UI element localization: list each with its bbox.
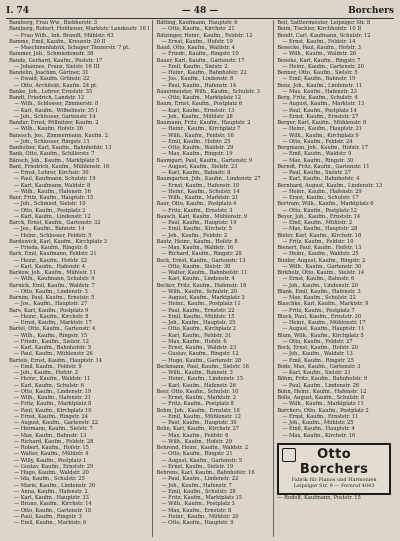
- directory-entry: — Paul, Kaufm., Postplatz 14: [282, 107, 357, 114]
- directory-entry: — Heinr., Kaufm., Kirchplatz 7: [161, 126, 241, 133]
- directory-entry: — Karl, Kaufm., Bahnstr. 8: [161, 170, 231, 176]
- directory-entry: Behrens, Karl, Kaufm., Bahnhofstr. 16: [156, 470, 255, 476]
- directory-entry: — August, Kaufm., Gartenstr. 22: [14, 420, 98, 426]
- directory-entry: — Karl, Kaufm., Feldstr. 31: [161, 332, 232, 339]
- directory-entry: Bark, Emil, Kaufmann, Feldstr. 21: [9, 251, 97, 258]
- directory-entry: — Max, Kaufm., Kirchstr. 16: [282, 432, 356, 439]
- directory-entry: Bartel, Otto, Kaufm., Gartenstr. 4: [9, 326, 96, 333]
- directory-entry: Baer, Fritz, Kaufm., Hauptstr. 15: [9, 195, 94, 201]
- directory-entry: Bant, Friedrich, Kaufm., Mühlenstr. 16: [9, 163, 110, 170]
- directory-entry: — Ernst, Kaufm., Bahnstr. 6: [282, 276, 355, 283]
- directory-entry: Bamme, Emil, Kaufm., Kreuzstr. 20 II: [9, 38, 106, 45]
- directory-entry: — Joh., Schlosser, Ringstr. 11: [14, 138, 90, 145]
- directory-entry: — Ernst, Kaufm., Marktstr. 17: [14, 320, 92, 326]
- directory-entry: Bendt, Carl, Kaufmann, Schulstr. 12: [277, 32, 371, 39]
- directory-entry: — Emil, Kaufm., Sielstr. 2: [161, 63, 228, 70]
- directory-entry: — Max, Kaufm., Bahnstr. 13: [14, 432, 87, 439]
- directory-entry: Beim, Tischler, Kirchhofstr. 10 II: [277, 26, 362, 33]
- directory-entry: — Heinr., Kaufm., Hauptstr. 21: [282, 126, 363, 133]
- directory-entry: Benner, Otto, Kaufm., Sielstr. 5: [277, 70, 358, 76]
- directory-entry: — Ernst, Kaufm., Ernststr. 27: [282, 113, 359, 120]
- directory-entry: — Ida, Kaufm., Schulstr. 25: [14, 476, 85, 483]
- directory-entry: Birkholz, Otto, Kaufm., Sielstr. 14: [277, 270, 365, 276]
- directory-entry: — Ernst, Kaufm., Hofstr. 19: [161, 38, 233, 45]
- directory-entry: — Wilh., Kaufm., Kirchplatz 9: [282, 132, 359, 139]
- directory-entry: — Heinr., Kaufm., Hafenstr. 29: [282, 188, 362, 195]
- directory-entry: Berger, Karl, Kaufm., Mühlenstr. 6: [277, 120, 367, 126]
- directory-entry: Bautz, Heinr., Kaufm., Hofstr. 8: [156, 238, 238, 245]
- directory-entry: Becker, Fritz, Kaufm., Hafenstr. 18: [156, 282, 247, 289]
- directory-entry: Bertram, Wilh., Kaufm., Marktplatz 6: [277, 201, 374, 208]
- header-right: Borchers: [348, 6, 394, 16]
- directory-entry: — August, Kaufm., Marktplatz 3: [161, 295, 245, 301]
- directory-entry: — Willy, Kaufm., Postplatz 1: [14, 457, 87, 464]
- directory-entry: Blum, Wilh., Kaufm., Kirchplatz 5: [277, 332, 364, 339]
- directory-entry: — Paul, Kaufm., Sielstr. 27: [282, 170, 351, 176]
- directory-entry: — Ernst, Kaufm., Feldstr. 14: [282, 38, 356, 45]
- directory-entry: — Paul, Kaufmann, Schulstr. 19: [14, 176, 96, 183]
- directory-entry: Beneke, Karl, Kaufm., Ringstr. 7: [277, 57, 361, 64]
- directory-entry: — Karl, Kaufm., Sielstr. 21: [282, 370, 351, 376]
- directory-entry: Bande, Gerhard, Kaufm., Poststr. 17: [9, 57, 103, 64]
- directory-entry: — Walter, Kaufm., Mühlstr. 4: [14, 451, 89, 458]
- directory-entry: — Friedr., Kaufm., Sielstr. 12: [14, 338, 89, 345]
- page-number: — 48 —: [181, 6, 219, 16]
- directory-entry: — Otto, Kaufm., Lindenstr. 19: [14, 388, 92, 395]
- directory-entry: Bamberg, Robert, Hofdiener, Marktstr. Landesstr. 16 I: [9, 26, 150, 33]
- directory-entry: — Wilh., Kaufm., Marktplatz 11: [282, 401, 364, 408]
- directory-entry: Bergmann, Joh., Kaufm., Hofstr. 17: [277, 145, 368, 151]
- directory-entry: — Ernst, Kaufm., Waldstr. 23: [161, 345, 237, 351]
- directory-entry: — Robert, Kaufm., Hofstr. 15: [14, 445, 89, 451]
- directory-entry: — Ernst, Kaufm., Hafenstr. 10: [161, 182, 240, 189]
- directory-entry: — Otto, Kaufm., Feldstr. 27: [282, 338, 353, 345]
- directory-entry: Bienert, Paul, Kaufm., Hofstr. 13: [277, 245, 362, 251]
- directory-entry: Block, Paul, Kaufm., Ernststr. 20: [277, 313, 362, 320]
- directory-entry: — August, Kaufm., Hauptstr. 11: [282, 326, 365, 333]
- directory-entry: — Karl, Kaufm., Lindenstr. 12: [14, 213, 91, 220]
- directory-entry: Binder, August, Kaufm., Ringstr. 2: [277, 257, 366, 264]
- directory-entry: Baumgarten, Joh., Kaufm., Lindenstr. 27: [156, 176, 261, 183]
- directory-entry: — Richard, Kaufm., Feldstr. 28: [14, 438, 94, 445]
- directory-entry: — Karl, Kaufm., Schulstr. 6: [14, 382, 85, 389]
- directory-entry: Bolle, August, Kaufm., Schulstr. 8: [277, 395, 365, 401]
- directory-entry: — Johannes, Franz, Sielstr. 16 III: [14, 63, 100, 70]
- directory-entry: — Wilh., Kaufm., Feldstr. 16: [161, 132, 234, 139]
- directory-entry: — Ernst, Kaufm., Schulstr. 17: [282, 195, 359, 201]
- directory-entry: — Walter, Kaufm., Bahnhofstr. 11: [161, 270, 248, 276]
- directory-entry: — Paul, Kaufm., Hauptstr. 30: [161, 420, 237, 426]
- directory-entry: — Fritz, Kaufm., Marktplatz 15: [161, 495, 242, 501]
- directory-entry: — Friedr., Kaufm., Ringstr. 10: [161, 51, 239, 58]
- directory-entry: — Karl, Kaufm., Wilhelmstr. 35 I: [14, 107, 98, 114]
- directory-entry: — Hugo, Kaufm., Waldstr. 20: [14, 470, 89, 476]
- directory-entry: Bank, Otto, Kaufm., Schillerstr. 7: [9, 151, 95, 158]
- directory-entry: — Joh., Schmied, Sielstr. 10: [14, 201, 86, 208]
- directory-entry: — Paul, Kaufm., Hafenstr. 14: [161, 82, 237, 89]
- directory-entry: — Paul, Kaufm., Kirchplatz 10: [14, 407, 92, 414]
- directory-entry: — Maschinenfabrik, Schaper Tänzerstr. 7 pt.: [14, 45, 130, 51]
- directory-entry: — Emil, Kaufm., Feldstr. 9: [14, 363, 82, 370]
- directory-entry: Barnick, Emil, Kaufm., Waldstr. 7: [9, 282, 95, 289]
- directory-entry: — Otto, Kaufm., Ringstr. 21: [161, 451, 233, 458]
- directory-entry: — Ernst, Kaufm., Ernststr. 11: [282, 413, 359, 420]
- directory-entry: — Joh., Schlosser, Gartenstr. 14: [14, 113, 96, 120]
- directory-entry: Berg, Fritz, Kaufm., Schulstr. 4: [277, 95, 358, 101]
- directory-entry: — August, Kaufm., Marktstr. 13: [282, 101, 365, 108]
- directory-entry: Baud, Otto, Kaufm., Waldstr. 4: [156, 45, 235, 51]
- directory-entry: — Otto, Kaufm., Kirchstr. 21: [161, 26, 235, 33]
- directory-entry: — Anna, Kaufm., Hafenstr. 2: [14, 488, 88, 495]
- directory-entry: — Otto, Kaufm., Postplatz 2: [14, 207, 86, 214]
- directory-entry: Beyer, Joh., Kaufm., Ernststr. 14: [277, 213, 361, 220]
- directory-entry: — Fritz, Kaufm., Ernststr. 3: [161, 207, 233, 214]
- directory-entry: Behn, Karl, Kaufm., Kirchstr. 27: [156, 426, 240, 433]
- directory-entry: — Emil, Kaufm., Schulstr. 28: [161, 488, 236, 495]
- directory-entry: — Max, Kaufm., Ringstr. 19: [161, 151, 233, 158]
- directory-entry: Behrend, Heinr., Kaufm., Waldstr. 2: [156, 445, 249, 451]
- directory-entry: — Gustav, Kaufm., Ringstr. 12: [161, 351, 239, 358]
- directory-entry: Bauermeister, Wilh., Kaufm., Schulstr. 3: [156, 88, 260, 95]
- directory-entry: — Karl, Kaufm., Hafenstr. 26: [161, 382, 236, 389]
- directory-entry: — Ernst, Kaufm., Marktstr. 2: [161, 395, 236, 401]
- ad-logo-icon: [282, 448, 296, 462]
- directory-entry: Benecke, Paul, Kaufm., Hofstr. 3: [277, 45, 361, 51]
- directory-entry: — Jos., Kaufm., Lindenstr. 8: [161, 76, 234, 83]
- directory-entry: — Ernst, Kaufm., Sielstr. 19: [161, 463, 234, 470]
- directory-entry: — Otto, Kaufm., Waldstr. 29: [161, 145, 234, 151]
- advertisement-box: [277, 443, 391, 495]
- directory-entry: — Max, Kaufm., Schulstr. 22: [282, 295, 356, 301]
- directory-entry: — Wilh., Kaufmann, Schulstr. 9: [14, 276, 95, 283]
- directory-entry: Bandelin, Joachim, Gärtner, 31: [9, 70, 89, 76]
- directory-entry: Banholzer, Karl, Kaufm., Bahnhofstr. 13: [9, 145, 112, 151]
- directory-entry: Blaschke, Karl, Kaufm., Marktstr. 9: [277, 301, 369, 308]
- directory-entry: — Karl, Kaufm., Hauptstr. 33: [14, 495, 89, 501]
- column-1: [6, 20, 152, 537]
- directory-entry: Bock, Ernst, Kaufm., Hofstr. 20: [277, 345, 358, 351]
- directory-entry: — Max, Kaufm., Feldstr. 6: [161, 432, 229, 439]
- directory-entry: — Wilh., Kaufm., Waldstr. 26: [282, 51, 357, 58]
- directory-entry: Behm, Joh., Kaufm., Ernststr. 18: [156, 407, 240, 414]
- directory-entry: — Jos., Kaufm., Hauptstr. 27: [14, 301, 88, 308]
- directory-entry: — Emil, Kaufm., Kirchstr. 5: [161, 226, 232, 233]
- directory-entry: — Ewald, Kaufm. Grünstr. 22: [14, 76, 90, 83]
- directory-entry: — Heinr., Kaufm., Kirchstr. 8: [14, 313, 89, 320]
- directory-entry: — Joh., Kaufm., Feldstr. 2: [161, 232, 228, 239]
- directory-entry: — Paul, Kaufm., Ernststr. 22: [161, 307, 235, 314]
- directory-entry: — Jos., Kaufm., Bahnstr. 14: [14, 226, 85, 233]
- directory-entry: Baumgart, Paul, Kaufm., Gartenstr. 9: [156, 157, 253, 164]
- directory-entry: — Wilh., Kaufm., Schulstr. 20: [161, 288, 238, 295]
- directory-entry: — Frau Wilh., Inh. Brandt, Mühlstr. 63: [14, 32, 114, 39]
- directory-entry: — Marie, Kaufm., Lindenstr. 30: [14, 482, 96, 489]
- directory-entry: — Otto, Kaufm., Postplatz 12: [282, 207, 357, 214]
- directory-entry: Berndt, Fritz, Kaufm., Gartenstr. 11: [277, 163, 370, 170]
- directory-entry: Bartels, Ernst, Kaufm., Hauptstr. 14: [9, 357, 103, 364]
- ad-line-1: Fabrik für Pianos und Harmonien: [291, 476, 377, 483]
- directory-entry: Baum, Ernst, Kaufm., Postplatz 6: [156, 101, 243, 108]
- directory-entry: — Karl, Kaufm., Bahnhofstr. 5: [14, 345, 92, 351]
- directory-entry: — Karl, Kaufm., Hafenstr. 4: [14, 263, 86, 270]
- ad-line-2: Leipziger Str. 9 — Fernruf 4043: [293, 482, 375, 489]
- directory-entry: — Max, Kaufm., Hauptstr. 28: [282, 226, 358, 233]
- directory-entry: — Heinr., Kaufm., Schulstr. 14: [161, 188, 240, 195]
- directory-entry: Barnim, Paul, Kaufm., Ernststr. 5: [9, 295, 95, 301]
- directory-entry: Benz, Joh., Kaufm., Lindenstr. 11: [277, 82, 363, 89]
- directory-entry: — Max, Kaufm., Waldstr. 16: [161, 245, 234, 251]
- directory-entry: Bänsch, Joh., Kaufm., Marktplatz 5: [9, 157, 100, 164]
- directory-entry: — Frieda, Kaufm., Ringstr. 6: [14, 245, 88, 251]
- directory-entry: — Joh., Kaufm., Mühlstr. 25: [282, 420, 354, 426]
- directory-entry: — Emil, Kaufm., Waldstr. 9: [282, 151, 352, 158]
- directory-entry: — Wilh., Kaufm., Postplatz 3: [161, 501, 235, 508]
- directory-entry: Barkow, Joh., Kaufm., Mühlstr. 11: [9, 270, 96, 276]
- directory-entry: — Max, Kaufm., Hafenstr. 23: [282, 88, 357, 95]
- directory-entry: Bätzinger, Heinr., Kaufm., Feldstr. 12: [156, 32, 253, 39]
- directory-entry: — Heinr., Kaufm., Lindenstr. 15: [161, 376, 243, 383]
- directory-entry: — Wilh., Kaufm., Ringstr. 15: [14, 332, 88, 339]
- directory-entry: — Emil, Kaufm., Mühlstr. 2: [282, 220, 353, 226]
- directory-entry: — Wilh., Kaufm., Hafenstr. 16: [14, 188, 91, 195]
- directory-entry: — Wilh., Kaufm. Hofstr. 26: [14, 126, 83, 133]
- directory-entry: — Heinr., Kaufm., Gartenstr. 20: [282, 63, 364, 70]
- directory-entry: Beil, Sattlermeister, Leipziger Str. 8: [277, 20, 371, 26]
- directory-entry: — Joh., Kaufm., Lindenstr. 20: [282, 282, 358, 289]
- directory-entry: — Paul, Kaufm., Lindenstr. 22: [161, 476, 239, 483]
- directory-entry: — Wilh., Kaufm., Hofstr. 29: [161, 438, 232, 445]
- directory-entry: — Emil, Kaufm., Hofstr. 25: [161, 138, 231, 145]
- ad-title: Otto Borchers: [299, 446, 369, 477]
- directory-entry: — Joh., Kaufm., Hofstr. 2: [14, 370, 78, 376]
- directory-entry: Bieler, Karl, Kaufm., Kirchstr. 18: [277, 232, 362, 239]
- directory-entry: — Richard, Kaufm., Ringstr. 28: [161, 251, 242, 258]
- directory-entry: — Joh., Kaufm., Hafenstr. 7: [161, 482, 232, 489]
- directory-entry: Borchers, Otto, Kaufm., Postplatz 2: [277, 407, 369, 414]
- directory-entry: — Paul, Kaufm., Mühlenstr. 26: [14, 351, 93, 358]
- directory-entry: — Max, Kaufm., Ringstr. 30: [282, 157, 354, 164]
- directory-entry: — Emil, Kaufm., Ringstr. 25: [282, 357, 354, 364]
- directory-entry: — Heinr., Kaufm., Waldstr. 25: [282, 251, 359, 258]
- directory-entry: — Emil, Kaufm., Hauptstr. 4: [282, 426, 355, 433]
- footer-entry: — Rudolf, Kaufmann, Poststr. 15: [277, 494, 361, 501]
- directory-entry: Banesch, Jos., Zimmermann, Kaufm. 2: [9, 132, 108, 139]
- directory-entry: Bernhard, August, Kaufm., Lindenstr. 13: [277, 182, 383, 189]
- directory-entry: — Otto, Kaufm., Kirchplatz 2: [161, 326, 236, 333]
- page-header: [6, 6, 394, 19]
- directory-entry: — Joh., Kaufm., Hauptstr. 25: [161, 320, 236, 326]
- directory-entry: — Emil, Kaufm., Bahnstr. 19: [282, 76, 356, 83]
- directory-entry: Beck, Ernst, Kaufm., Gartenstr. 13: [156, 257, 246, 264]
- directory-entry: Beer, Otto, Kaufm., Schulstr. 10: [156, 388, 239, 395]
- directory-entry: — Heinr., Kaufm., Postplatz 11: [161, 301, 241, 308]
- directory-entry: Baumann, Fritz, Kaufm., Hauptstr. 2: [156, 120, 251, 126]
- directory-entry: Banke, Joh., Lehrer, Ernststr. 35: [9, 88, 93, 95]
- directory-entry: — Fritz, Kaufm., Postplatz 8: [161, 401, 234, 408]
- directory-entry: Bandur, Ernst, Pöllnitzer, Kaufm. 2: [9, 120, 99, 126]
- directory-entry: — Karl, Kaufm., Lindenstr. 4: [161, 276, 235, 283]
- directory-entry: Bars, Karl, Kaufm., Postplatz 9: [9, 307, 89, 314]
- directory-entry: Bätting, Kaufmann, Hauptstr. 6: [156, 20, 238, 26]
- directory-entry: Böhm, Fritz, Kaufm., Bahnhofstr. 9: [277, 376, 368, 383]
- directory-entry: — Max, Kaufm., Ernststr. 8: [161, 507, 232, 514]
- directory-entry: — Fritz, Kaufm., Feldstr. 10: [282, 238, 354, 245]
- column-3: [273, 20, 394, 537]
- directory-entry: Baur, Otto, Kaufm., Postplatz 4: [156, 201, 237, 208]
- directory-entry: — Fritz, Kaufm., Marktplatz 8: [14, 401, 92, 408]
- directory-entry: — Otto, Kaufm., Marktplatz 12: [161, 95, 242, 101]
- directory-entry: — Karl, Kaufm., Bahnhofstr. 4: [282, 176, 360, 183]
- directory-entry: — August, Kaufm., Gartenstr. 5: [161, 457, 243, 464]
- directory-entry: — Hugo, Kaufm., Gartenstr. 28: [161, 357, 242, 364]
- directory-entry: — Otto, Kaufm., Gartenstr. 18: [14, 507, 92, 514]
- directory-entry: — Paul, Kaufm., Ringstr. 3: [14, 513, 82, 520]
- directory-entry: — Ernst, Kaufm., Ringstr. 24: [14, 413, 88, 420]
- directory-entry: — Wilh., Kaufm., Hafenstr. 31: [14, 395, 91, 401]
- column-3-list: [277, 20, 391, 439]
- directory-entry: — Heinr., Kaufm., Bahnhofstr. 22: [161, 70, 247, 76]
- directory-entry: — Joh., Kaufm., Mühlstr. 28: [161, 113, 233, 120]
- directory-entry: — Gustav, Kaufm., Ernststr. 29: [14, 463, 94, 470]
- directory-entry: Bammer, Joh., Schmiedemstr. 38: [9, 51, 94, 58]
- directory-entry: — Wilh., Kaufm., Gartenstr. 30: [282, 263, 362, 270]
- columns: [6, 20, 394, 537]
- directory-entry: — Emil, Kaufm., Mühlenstr. 12: [161, 413, 241, 420]
- directory-entry: — Wilh., Schlosser, Zimmerstr. 8: [14, 101, 99, 108]
- directory-entry: — Otto, Architekt, Kaufm. 24 pt.: [14, 82, 98, 89]
- directory-entry: Barck, Ernst, Kaufm., Gartenstr. 32: [9, 220, 101, 226]
- directory-entry: — Fritz, Kaufm., Postplatz 7: [282, 307, 355, 314]
- directory-entry: — Karl, Kaufm., Ernststr. 13: [161, 107, 235, 114]
- directory-entry: Bauer, Karl, Kaufm., Gartenstr. 17: [156, 57, 245, 64]
- directory-entry: — Emil, Kaufm., Mühlstr. 15: [161, 313, 235, 320]
- directory-entry: — Heinr., Kaufm., Hofstr. 22: [14, 257, 88, 264]
- directory-entry: Blank, Emil, Kaufm., Hafenstr. 3: [277, 288, 361, 295]
- directory-entry: — Bruno, Kaufm., Kirchstr. 14: [14, 501, 92, 508]
- directory-entry: — Otto, Kaufm., Lindenstr. 3: [14, 288, 88, 295]
- directory-entry: — Ernst, Lehrer, Kirchstr. 30: [14, 170, 89, 176]
- directory-entry: — Paul, Kaufm., Lindenstr. 26: [282, 382, 360, 389]
- directory-entry: — Wilh., Kaufm., Bahnstr. 3: [161, 370, 233, 376]
- directory-entry: — Max, Kaufm., Hofstr. 6: [161, 338, 227, 345]
- directory-entry: — Hermann, Kaufm., Sielstr. 7: [14, 426, 93, 433]
- directory-entry: Beckmann, Paul, Kaufm., Sielstr. 16: [156, 363, 249, 370]
- directory-entry: — Heinr., Kaufm., Mühlenstr. 17: [282, 320, 366, 326]
- directory-entry: — Karl, Kaufmann, Waldstr. 8: [14, 182, 91, 189]
- directory-entry: Bardewick, Karl, Kaufm., Kirchplatz 3: [9, 238, 107, 245]
- directory-entry: Bohn, Heinr., Kaufm., Hafenstr. 12: [277, 388, 367, 395]
- directory-entry: — Otto, Kaufm., Sielstr. 30: [161, 263, 231, 270]
- directory-entry: Bamberg, Frau Ww., Biebherstr. 3: [9, 20, 97, 26]
- directory-entry: Bausch, Karl, Kaufm., Mühlenstr. 9: [156, 213, 248, 220]
- directory-entry: — Emil, Kaufm., Marktstr. 6: [14, 520, 87, 526]
- directory-entry: — Joh., Kaufm., Waldstr. 13: [282, 351, 353, 358]
- directory-entry: — Heinr., Kaufm., Mühlstr. 20: [161, 513, 239, 520]
- header-left: I. 74: [6, 6, 30, 16]
- directory-entry: — Heinr., Kaufm., Waldstr. 11: [14, 376, 91, 383]
- directory-entry: Bode, Max, Kaufm., Gartenstr. 3: [277, 363, 361, 370]
- column-2: [152, 20, 273, 537]
- directory-entry: — Otto, Kaufm., Hauptstr. 9: [161, 520, 234, 526]
- directory-entry: — Wilh., Kaufm., Marktstr. 21: [161, 195, 239, 201]
- directory-entry: — Otto, Kaufm., Feldstr. 24: [282, 138, 353, 145]
- directory-entry: — Paul, Kaufm., Hauptstr. 19: [161, 220, 237, 226]
- directory-entry: Bandt, Friedrich, Landstr. 12: [9, 95, 85, 101]
- directory-entry: — August, Kaufm., Sielstr. 23: [161, 163, 238, 170]
- directory-entry: — Heinr., Schlosser, Feldstr. 5: [14, 232, 92, 239]
